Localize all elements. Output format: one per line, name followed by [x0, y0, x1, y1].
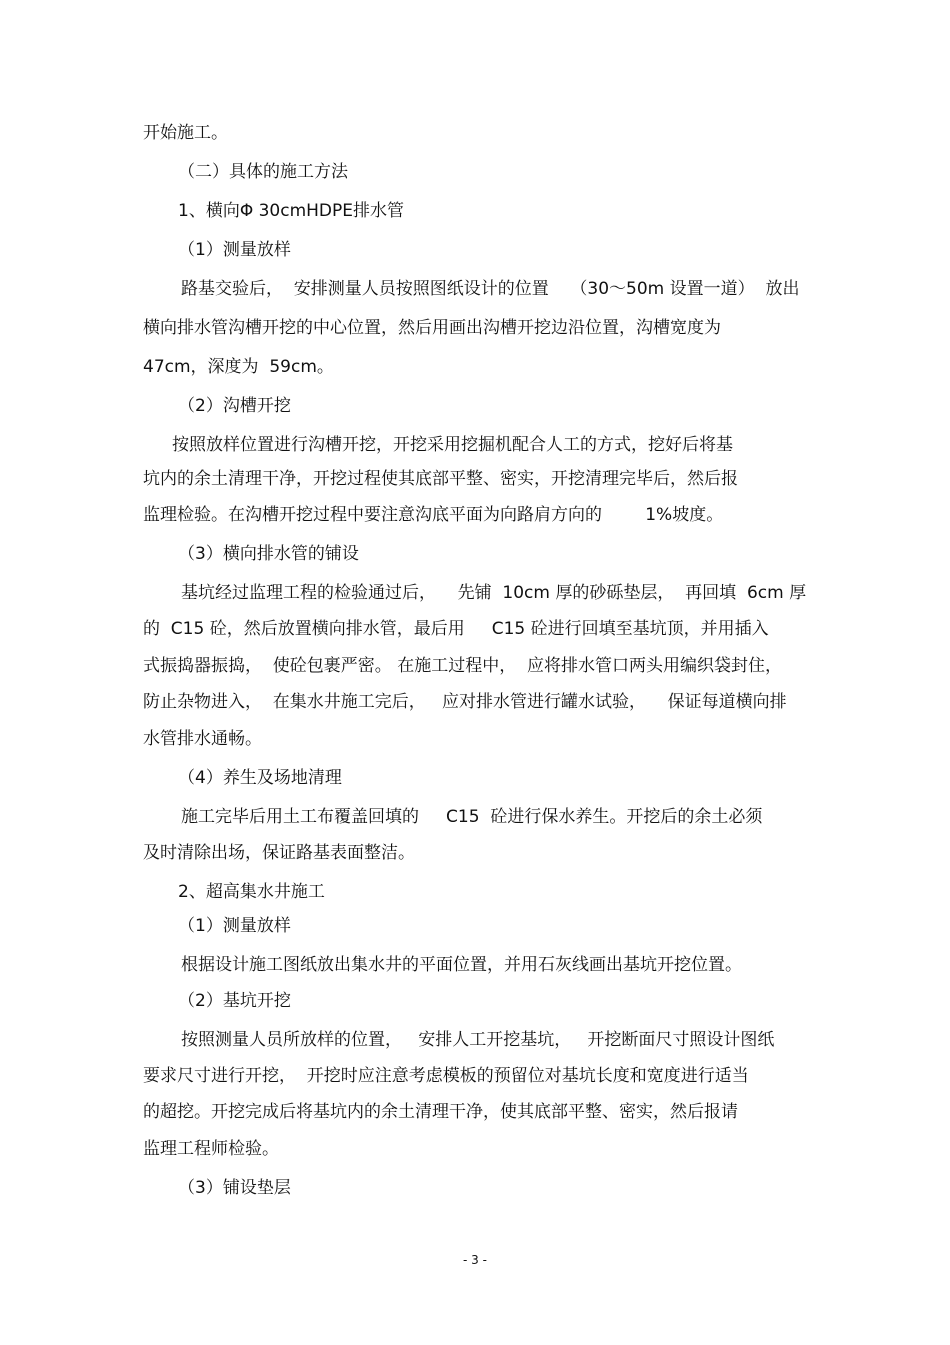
text-line: 的超挖。开挖完成后将基坑内的余土清理干净，使其底部平整、密实，然后报请	[143, 1102, 738, 1122]
text-line: 根据设计施工图纸放出集水井的平面位置，并用石灰线画出基坑开挖位置。	[181, 955, 742, 975]
item-heading: （3）横向排水管的铺设	[178, 544, 359, 564]
section-heading: （二）具体的施工方法	[178, 162, 348, 182]
item-heading: （3）铺设垫层	[178, 1178, 291, 1198]
subsection-heading: 1、横向Φ 30cmHDPE排水管	[178, 201, 405, 221]
text-line: 横向排水管沟槽开挖的中心位置，然后用画出沟槽开挖边沿位置，沟槽宽度为	[143, 318, 721, 338]
item-heading: （1）测量放样	[178, 240, 291, 260]
text-line: 防止杂物进入， 在集水井施工完后， 应对排水管进行罐水试验， 保证每道横向排	[143, 692, 787, 712]
text-line: 施工完毕后用土工布覆盖回填的 C15 砼进行保水养生。开挖后的余土必须	[181, 807, 763, 827]
item-heading: （2）沟槽开挖	[178, 396, 291, 416]
text-line: 监理检验。在沟槽开挖过程中要注意沟底平面为向路肩方向的 1%坡度。	[143, 505, 724, 525]
page-number: - 3 -	[463, 1253, 487, 1267]
text-line: 及时清除出场，保证路基表面整洁。	[143, 843, 415, 863]
text-line: 水管排水通畅。	[143, 729, 262, 749]
text-line: 式振捣器振捣， 使砼包裹严密。 在施工过程中， 应将排水管口两头用编织袋封住，	[143, 656, 783, 676]
item-heading: （4）养生及场地清理	[178, 768, 342, 788]
text-line: 开始施工。	[143, 123, 228, 143]
text-line: 的 C15 砼，然后放置横向排水管，最后用 C15 砼进行回填至基坑顶，并用插入	[143, 619, 769, 639]
subsection-heading: 2、超高集水井施工	[178, 882, 325, 902]
text-line: 47cm，深度为 59cm。	[143, 357, 334, 377]
text-line: 监理工程师检验。	[143, 1139, 279, 1159]
text-line: 路基交验后， 安排测量人员按照图纸设计的位置 （30～50m 设置一道） 放出	[181, 279, 800, 299]
item-heading: （2）基坑开挖	[178, 991, 291, 1011]
item-heading: （1）测量放样	[178, 916, 291, 936]
text-line: 要求尺寸进行开挖， 开挖时应注意考虑模板的预留位对基坑长度和宽度进行适当	[143, 1066, 749, 1086]
text-line: 按照测量人员所放样的位置， 安排人工开挖基坑， 开挖断面尺寸照设计图纸	[181, 1030, 775, 1050]
text-line: 基坑经过监理工程的检验通过后， 先铺 10cm 厚的砂砾垫层， 再回填 6cm 厚	[181, 583, 807, 603]
text-line: 按照放样位置进行沟槽开挖，开挖采用挖掘机配合人工的方式，挖好后将基	[172, 435, 733, 455]
text-line: 坑内的余土清理干净，开挖过程使其底部平整、密实，开挖清理完毕后，然后报	[143, 469, 738, 489]
